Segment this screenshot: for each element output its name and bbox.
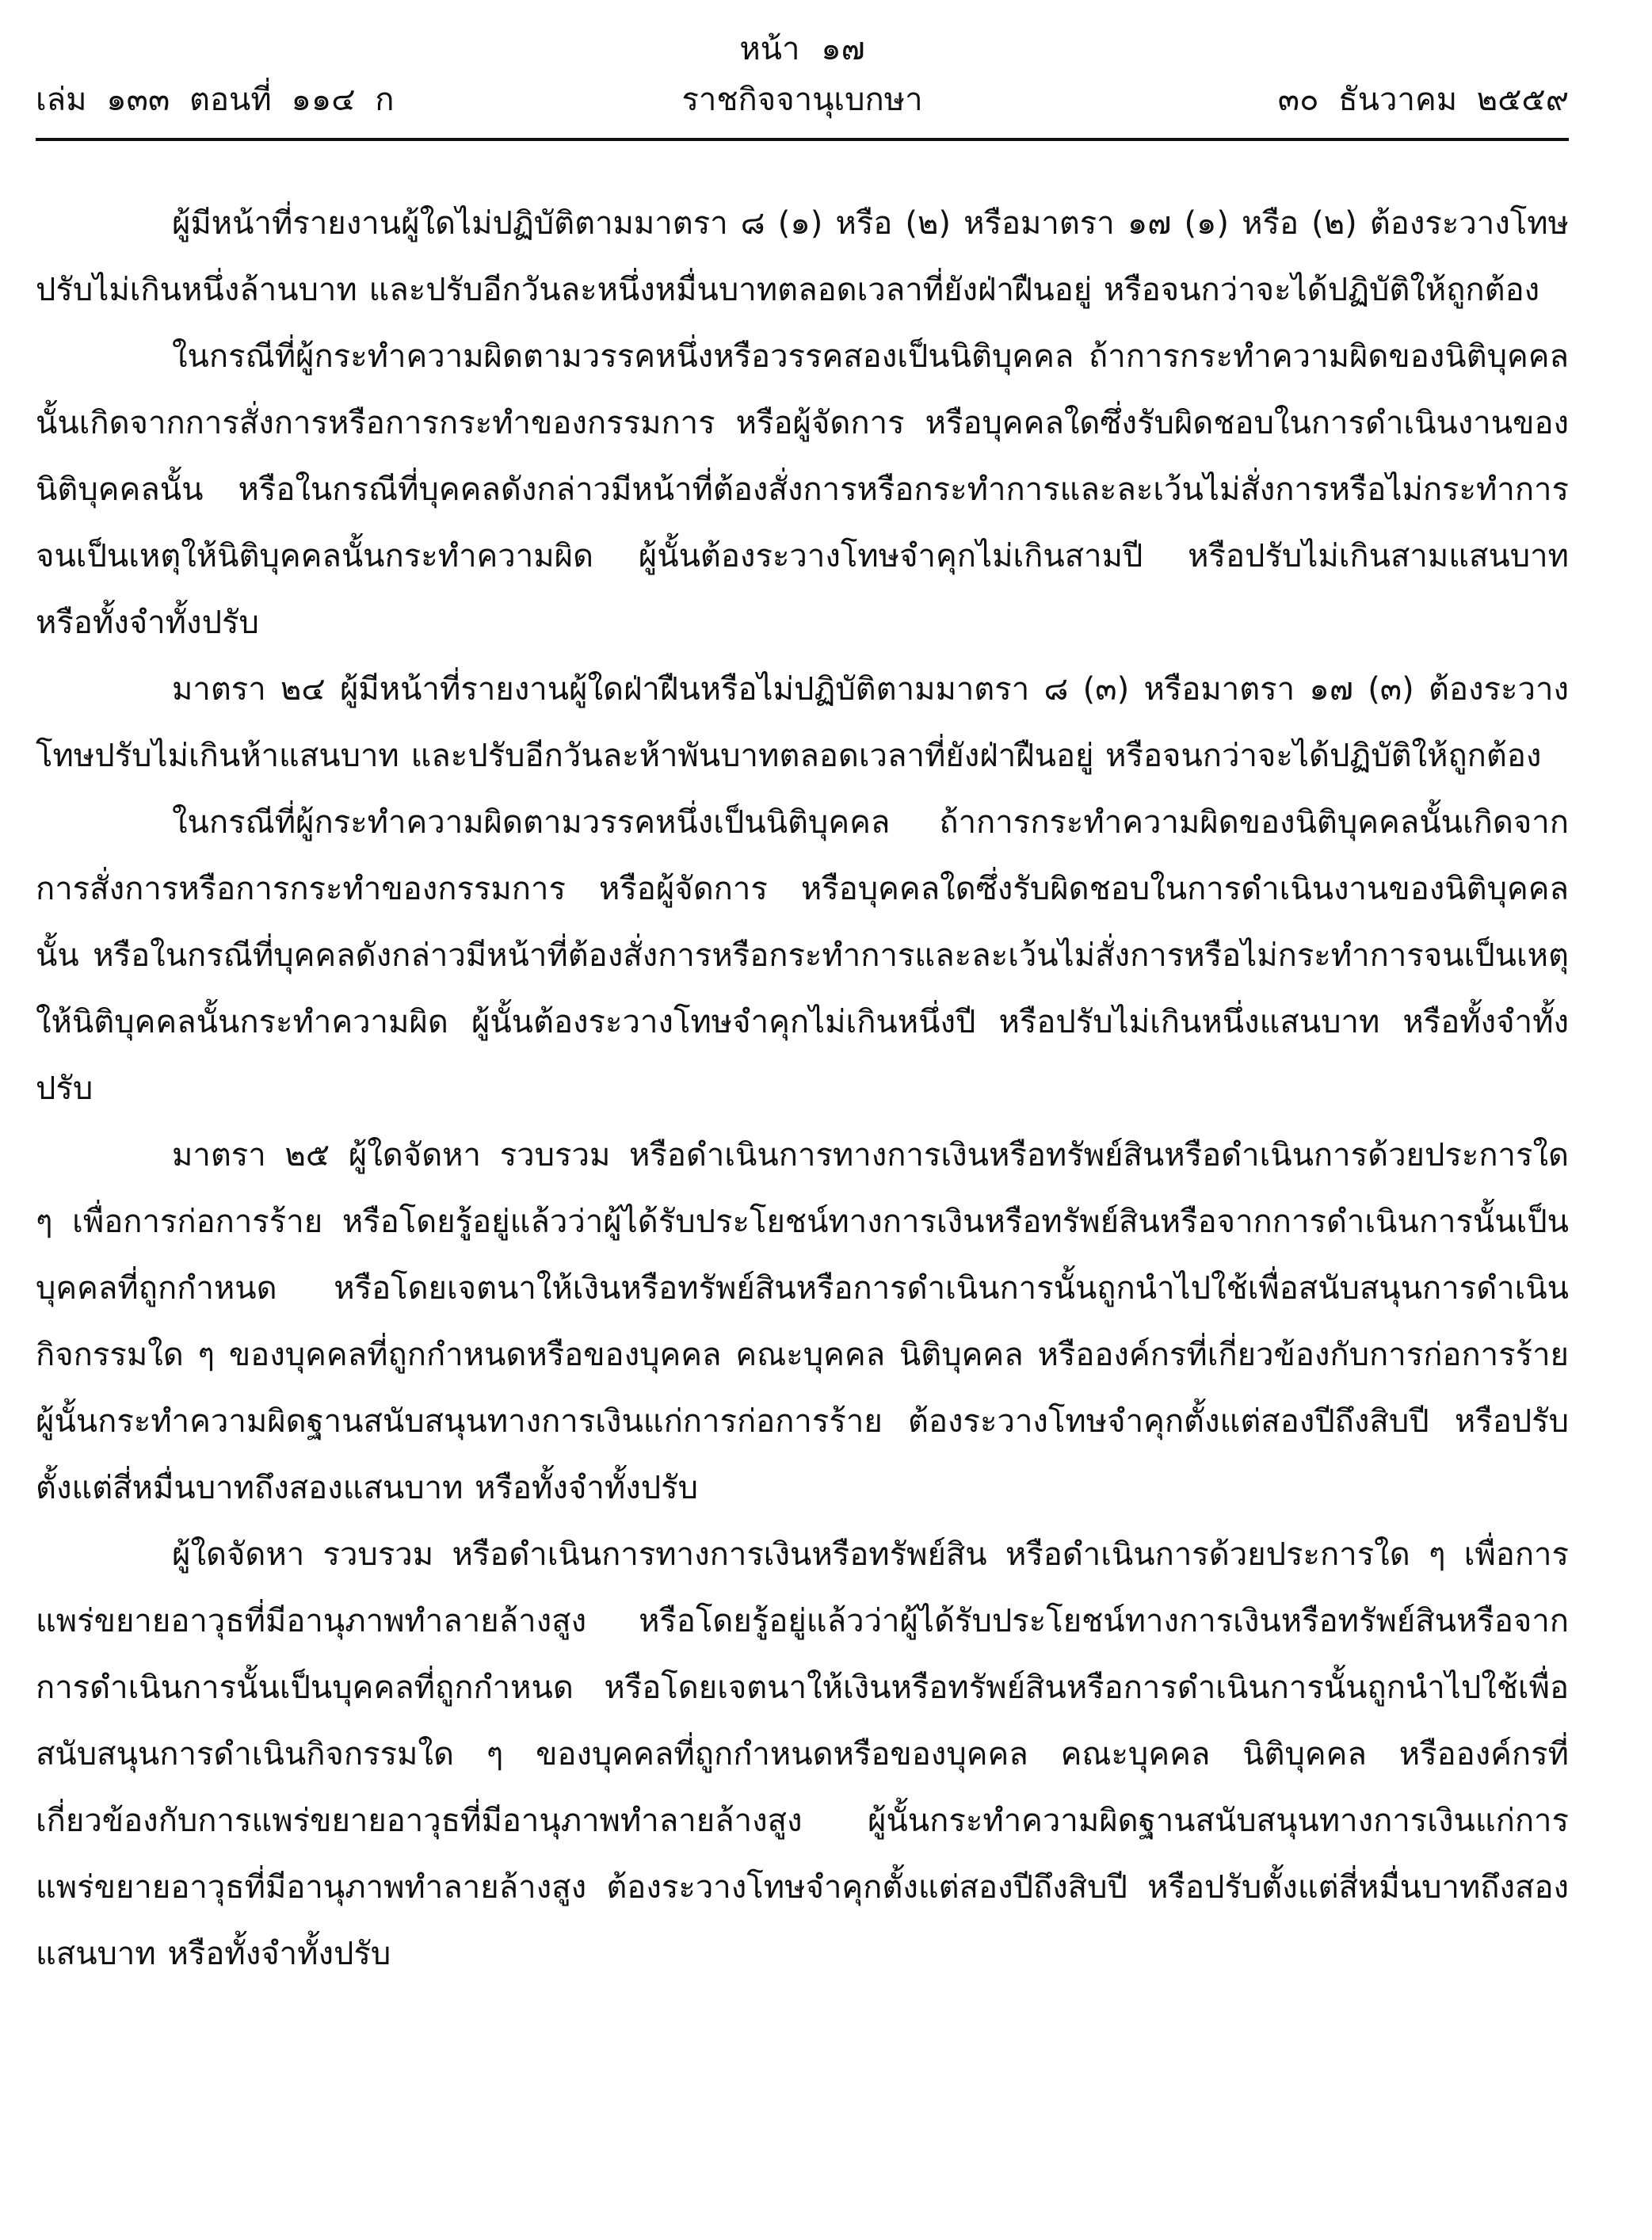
paragraph: ในกรณีที่ผู้กระทำความผิดตามวรรคหนึ่งเป็นนิติบุคคล ถ้าการกระทำความผิดของนิติบุคคลนั้นเกิดจากการสั่งการหรือการกระทำของกรรมการ หรือผู้จัดการ หรือบุคคลใดซึ่งรับผิดชอบในการดำเนินงานของนิติบุคคลนั้น หรือในกรณีที่บุคคลดังกล่าวมีหน้าที่ต้องสั่งการหรือกระทำการและละเว้นไม่สั่งการหรือไม่กระทำการจนเป็นเหตุให้นิติบุคคลนั้นกระทำความผิด ผู้นั้นต้องระวางโทษจำคุกไม่เกินหนึ่งปี หรือปรับไม่เกินหนึ่งแสนบาท หรือทั้งจำทั้งปรับ — [36, 804, 1569, 1107]
header-row — [36, 76, 1569, 124]
header-divider — [36, 138, 1569, 141]
paragraph: มาตรา ๒๔ ผู้มีหน้าที่รายงานผู้ใดฝ่าฝืนหรือไม่ปฏิบัติตามมาตรา ๘ (๓) หรือมาตรา ๑๗ (๓) ต้องระวางโทษปรับไม่เกินห้าแสนบาท และปรับอีกวันละห้าพันบาทตลอดเวลาที่ยังฝ่าฝืนอยู่ หรือจนกว่าจะได้ปฏิบัติให้ถูกต้อง — [36, 671, 1569, 774]
paragraph: มาตรา ๒๕ ผู้ใดจัดหา รวบรวม หรือดำเนินการทางการเงินหรือทรัพย์สินหรือดำเนินการด้วยประการใด ๆ เพื่อการก่อการร้าย หรือโดยรู้อยู่แล้วว่าผู้ได้รับประโยชน์ทางการเงินหรือทรัพย์สินหรือจากการดำเนินการนั้นเป็นบุคคลที่ถูกกำหนด หรือโดยเจตนาให้เงินหรือทรัพย์สินหรือการดำเนินการนั้นถูกนำไปใช้เพื่อสนับสนุนการดำเนินกิจกรรมใด ๆ ของบุคคลที่ถูกกำหนดหรือของบุคคล คณะบุคคล นิติบุคคล หรือองค์กรที่เกี่ยวข้องกับการก่อการร้าย ผู้นั้นกระทำความผิดฐานสนับสนุนทางการเงินแก่การก่อการร้าย ต้องระวางโทษจำคุกตั้งแต่สองปีถึงสิบปี หรือปรับตั้งแต่สี่หมื่นบาทถึงสองแสนบาท หรือทั้งจำทั้งปรับ — [36, 1137, 1569, 1506]
page-number: หน้า ๑๗ — [739, 31, 865, 67]
page-header — [36, 24, 1569, 143]
volume-issue: เล่ม ๑๓๓ ตอนที่ ๑๑๔ ก — [36, 82, 395, 118]
publication-title: ราชกิจจานุเบกษา — [681, 82, 923, 118]
paragraph: ผู้มีหน้าที่รายงานผู้ใดไม่ปฏิบัติตามมาตรา ๘ (๑) หรือ (๒) หรือมาตรา ๑๗ (๑) หรือ (๒) ต้องระวางโทษปรับไม่เกินหนึ่งล้านบาท และปรับอีกวันละหนึ่งหมื่นบาทตลอดเวลาที่ยังฝ่าฝืนอยู่ หรือจนกว่าจะได้ปฏิบัติให้ถูกต้อง — [36, 205, 1569, 308]
publication-date: ๓๐ ธันวาคม ๒๕๕๙ — [1277, 82, 1569, 118]
document-body — [36, 190, 1569, 1987]
paragraph: ผู้ใดจัดหา รวบรวม หรือดำเนินการทางการเงินหรือทรัพย์สิน หรือดำเนินการด้วยประการใด ๆ เพื่อการแพร่ขยายอาวุธที่มีอานุภาพทำลายล้างสูง หรือโดยรู้อยู่แล้วว่าผู้ได้รับประโยชน์ทางการเงินหรือทรัพย์สินหรือจากการดำเนินการนั้นเป็นบุคคลที่ถูกกำหนด หรือโดยเจตนาให้เงินหรือทรัพย์สินหรือการดำเนินการนั้นถูกนำไปใช้เพื่อสนับสนุนการดำเนินกิจกรรมใด ๆ ของบุคคลที่ถูกกำหนดหรือของบุคคล คณะบุคคล นิติบุคคล หรือองค์กรที่เกี่ยวข้องกับการแพร่ขยายอาวุธที่มีอานุภาพทำลายล้างสูง ผู้นั้นกระทำความผิดฐานสนับสนุนทางการเงินแก่การแพร่ขยายอาวุธที่มีอานุภาพทำลายล้างสูง ต้องระวางโทษจำคุกตั้งแต่สองปีถึงสิบปี หรือปรับตั้งแต่สี่หมื่นบาทถึงสองแสนบาท หรือทั้งจำทั้งปรับ — [36, 1536, 1569, 1972]
paragraph: ในกรณีที่ผู้กระทำความผิดตามวรรคหนึ่งหรือวรรคสองเป็นนิติบุคคล ถ้าการกระทำความผิดของนิติบุคคลนั้นเกิดจากการสั่งการหรือการกระทำของกรรมการ หรือผู้จัดการ หรือบุคคลใดซึ่งรับผิดชอบในการดำเนินงานของนิติบุคคลนั้น หรือในกรณีที่บุคคลดังกล่าวมีหน้าที่ต้องสั่งการหรือกระทำการและละเว้นไม่สั่งการหรือไม่กระทำการจนเป็นเหตุให้นิติบุคคลนั้นกระทำความผิด ผู้นั้นต้องระวางโทษจำคุกไม่เกินสามปี หรือปรับไม่เกินสามแสนบาท หรือทั้งจำทั้งปรับ — [36, 338, 1569, 641]
gazette-page — [36, 0, 1569, 2240]
